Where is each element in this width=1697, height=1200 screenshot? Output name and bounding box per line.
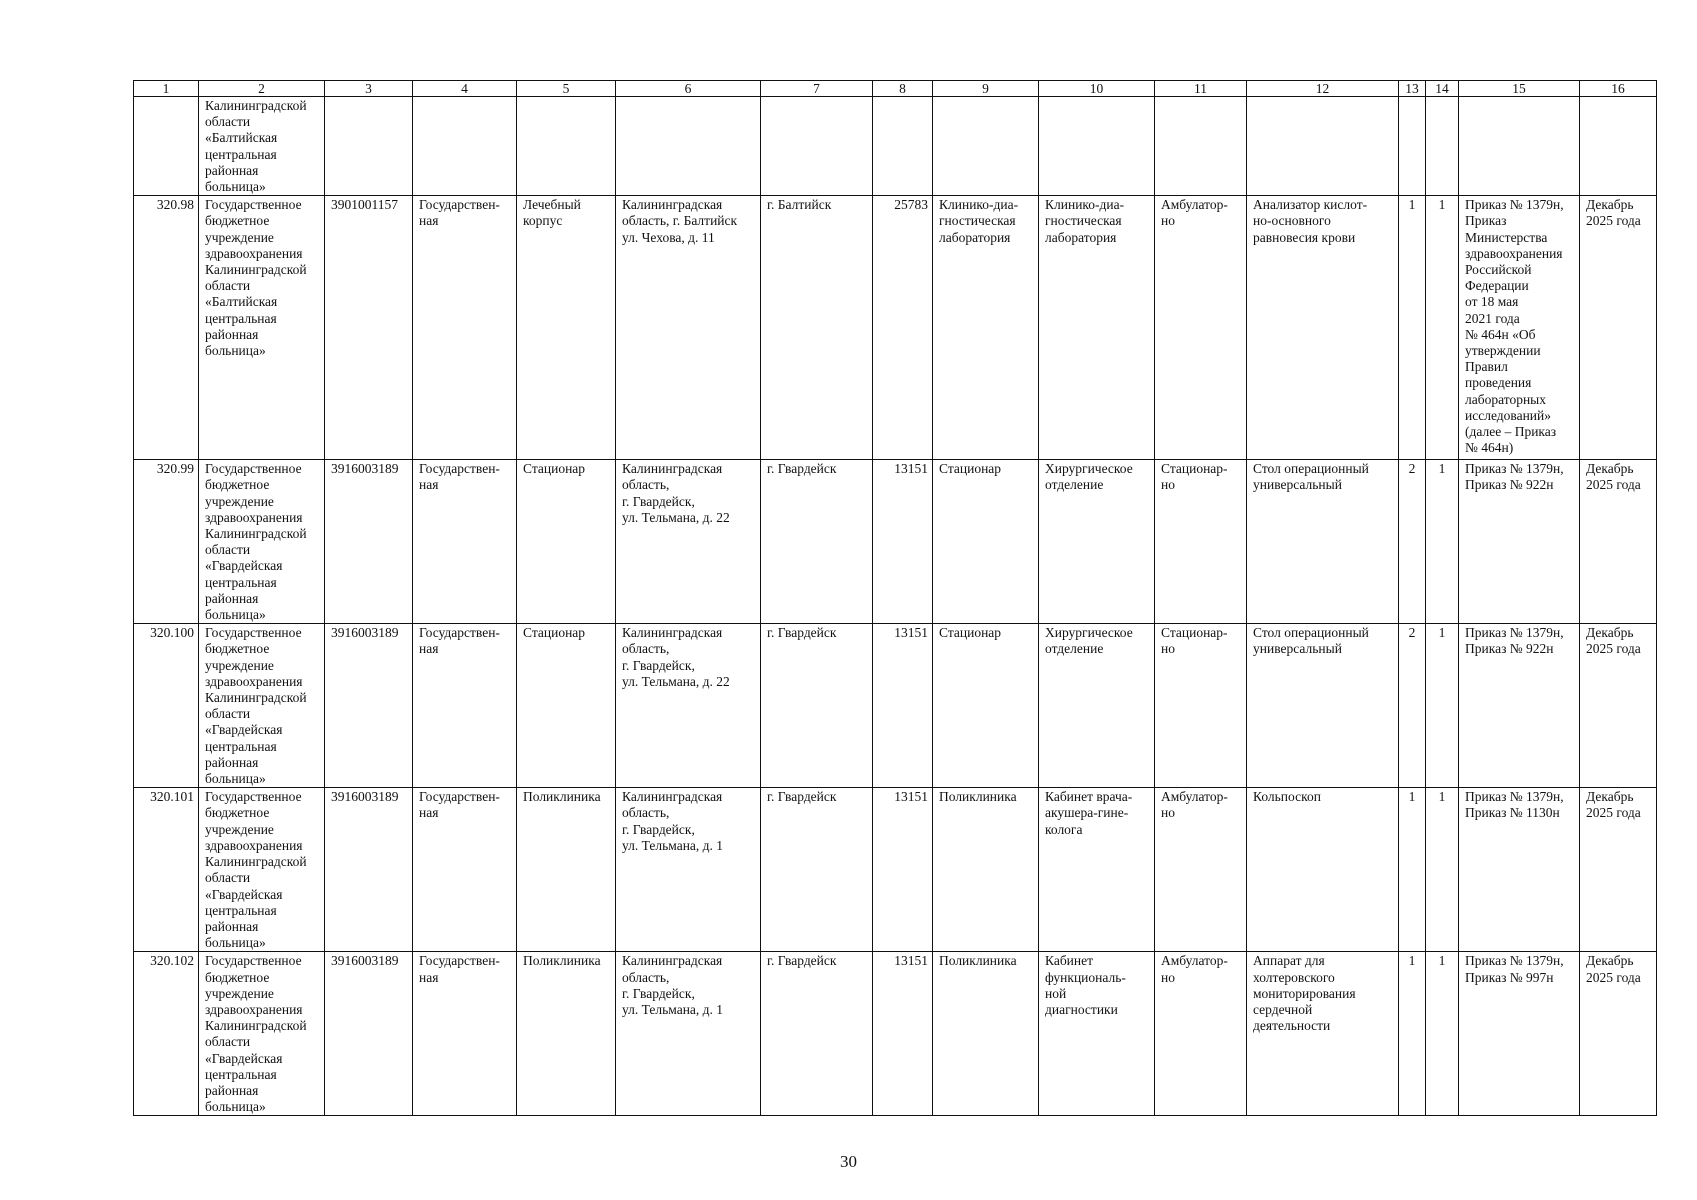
- cell-text-line: больница»: [205, 935, 266, 951]
- cell-text-line: Калининградской: [205, 262, 307, 278]
- cell-text-line: гностическая: [939, 213, 1016, 229]
- count-cell: 1: [1426, 952, 1459, 1116]
- cell-text-line: Кабинет врача-: [1045, 789, 1133, 805]
- cell-text-line: Калининградская: [622, 197, 723, 213]
- building-cell: [517, 196, 616, 460]
- cell-text-line: Приказ № 1379н,: [1465, 625, 1564, 641]
- inn-cell: 3916003189: [325, 788, 413, 952]
- column-number-row: [134, 81, 1657, 97]
- care-conditions-cell: [1155, 97, 1247, 196]
- cell-text-line: Приказ № 1130н: [1465, 805, 1560, 821]
- cell-text-line: корпус: [523, 213, 563, 229]
- cell-text-line: функциональ-: [1045, 969, 1126, 985]
- cell-text-line: г. Гвардейск,: [622, 985, 695, 1001]
- cell-text-line: отделение: [1045, 641, 1104, 657]
- column-header: 8: [873, 81, 933, 97]
- cell-text-line: Кольпоскоп: [1253, 789, 1321, 805]
- code-cell: [873, 97, 933, 196]
- cell-text-line: акушера-гине-: [1045, 805, 1129, 821]
- cell-text-line: Амбулатор-: [1161, 197, 1228, 213]
- cell-text-line: здравоохранения: [205, 837, 303, 853]
- department-cell: [1039, 97, 1155, 196]
- page-number: 30: [840, 1152, 857, 1171]
- code-cell: 13151: [873, 460, 933, 624]
- cell-text-line: лаборатория: [939, 229, 1011, 245]
- quantity-cell: [1399, 97, 1426, 196]
- organization-name-cell: [199, 196, 325, 460]
- address-cell: [616, 196, 761, 460]
- organization-name-cell: [199, 952, 325, 1116]
- cell-text-line: Приказ: [1465, 213, 1507, 229]
- cell-text-line: больница»: [205, 1099, 266, 1115]
- cell-text-line: Стационар: [523, 461, 586, 477]
- address-cell: [616, 952, 761, 1116]
- locality-cell: г. Гвардейск: [761, 460, 873, 624]
- subdivision-cell: [933, 624, 1039, 788]
- care-conditions-cell: [1155, 460, 1247, 624]
- cell-text-line: Декабрь: [1586, 197, 1634, 213]
- locality-cell: [761, 97, 873, 196]
- cell-text-line: Хирургическое: [1045, 461, 1133, 477]
- deadline-cell: [1580, 624, 1657, 788]
- cell-text-line: ной: [1045, 985, 1067, 1001]
- care-conditions-cell: [1155, 196, 1247, 460]
- table-row: [134, 97, 1657, 196]
- column-header: 2: [199, 81, 325, 97]
- subdivision-cell: [933, 460, 1039, 624]
- row-number-cell: 320.98: [134, 196, 199, 460]
- cell-text-line: но: [1161, 641, 1175, 657]
- registry-table: [133, 80, 1657, 1116]
- table-row: [134, 196, 1657, 460]
- cell-text-line: ул. Тельмана, д. 1: [622, 837, 724, 853]
- cell-text-line: учреждение: [205, 493, 274, 509]
- care-conditions-cell: [1155, 788, 1247, 952]
- cell-text-line: учреждение: [205, 821, 274, 837]
- cell-text-line: но-основного: [1253, 213, 1331, 229]
- code-cell: 13151: [873, 788, 933, 952]
- cell-text-line: г. Гвардейск,: [622, 493, 695, 509]
- ownership-form-cell: [413, 460, 517, 624]
- cell-text-line: но: [1161, 477, 1175, 493]
- cell-text-line: Поликлиника: [939, 953, 1017, 969]
- cell-text-line: исследований»: [1465, 407, 1551, 423]
- department-cell: [1039, 788, 1155, 952]
- cell-text-line: «Гвардейская: [205, 886, 283, 902]
- order-reference-cell: [1459, 624, 1580, 788]
- cell-text-line: универсальный: [1253, 477, 1342, 493]
- cell-text-line: области: [205, 114, 251, 130]
- column-header: 5: [517, 81, 616, 97]
- cell-text-line: районная: [205, 326, 259, 342]
- address-cell: [616, 97, 761, 196]
- ownership-form-cell: [413, 952, 517, 1116]
- quantity-cell: 1: [1399, 788, 1426, 952]
- cell-text-line: учреждение: [205, 985, 274, 1001]
- cell-text-line: Федерации: [1465, 278, 1529, 294]
- cell-text-line: Калининградская: [622, 789, 723, 805]
- cell-text-line: Декабрь: [1586, 953, 1634, 969]
- ownership-form-cell: [413, 624, 517, 788]
- cell-text-line: колога: [1045, 821, 1083, 837]
- building-cell: [517, 97, 616, 196]
- cell-text-line: Декабрь: [1586, 789, 1634, 805]
- cell-text-line: сердечной: [1253, 1001, 1313, 1017]
- cell-text-line: проведения: [1465, 375, 1532, 391]
- cell-text-line: Стационар: [939, 461, 1002, 477]
- column-header: 13: [1399, 81, 1426, 97]
- equipment-cell: [1247, 788, 1399, 952]
- locality-cell: г. Гвардейск: [761, 952, 873, 1116]
- column-header: 15: [1459, 81, 1580, 97]
- cell-text-line: г. Гвардейск,: [622, 657, 695, 673]
- cell-text-line: области: [205, 870, 251, 886]
- cell-text-line: (далее – Приказ: [1465, 424, 1557, 440]
- deadline-cell: [1580, 97, 1657, 196]
- row-number-cell: [134, 97, 199, 196]
- subdivision-cell: [933, 788, 1039, 952]
- row-number-cell: 320.102: [134, 952, 199, 1116]
- cell-text-line: Государственное: [205, 953, 302, 969]
- cell-text-line: области: [205, 1034, 251, 1050]
- column-header: 4: [413, 81, 517, 97]
- cell-text-line: но: [1161, 805, 1175, 821]
- department-cell: [1039, 460, 1155, 624]
- building-cell: [517, 460, 616, 624]
- cell-text-line: больница»: [205, 179, 266, 195]
- cell-text-line: больница»: [205, 771, 266, 787]
- cell-text-line: здравоохранения: [205, 1001, 303, 1017]
- cell-text-line: «Гвардейская: [205, 1050, 283, 1066]
- cell-text-line: равновесия крови: [1253, 229, 1356, 245]
- column-header: 9: [933, 81, 1039, 97]
- equipment-cell: [1247, 196, 1399, 460]
- cell-text-line: здравоохранения: [1465, 245, 1563, 261]
- row-number-cell: 320.99: [134, 460, 199, 624]
- cell-text-line: Приказ № 922н: [1465, 641, 1554, 657]
- cell-text-line: ная: [419, 641, 439, 657]
- equipment-cell: [1247, 624, 1399, 788]
- cell-text-line: «Гвардейская: [205, 722, 283, 738]
- cell-text-line: Государствен-: [419, 953, 500, 969]
- cell-text-line: ул. Тельмана, д. 1: [622, 1001, 724, 1017]
- cell-text-line: центральная: [205, 1066, 277, 1082]
- cell-text-line: Приказ № 1379н,: [1465, 197, 1564, 213]
- cell-text-line: область,: [622, 477, 670, 493]
- cell-text-line: Калининградской: [205, 1018, 307, 1034]
- cell-text-line: Клинико-диа-: [1045, 197, 1125, 213]
- cell-text-line: Хирургическое: [1045, 625, 1133, 641]
- cell-text-line: Поликлиника: [523, 789, 601, 805]
- cell-text-line: бюджетное: [205, 641, 270, 657]
- cell-text-line: Калининградской: [205, 98, 307, 113]
- cell-text-line: Приказ № 997н: [1465, 969, 1554, 985]
- cell-text-line: отделение: [1045, 477, 1104, 493]
- cell-text-line: лабораторных: [1465, 391, 1547, 407]
- cell-text-line: ул. Тельмана, д. 22: [622, 509, 730, 525]
- cell-text-line: бюджетное: [205, 213, 270, 229]
- cell-text-line: центральная: [205, 146, 277, 162]
- cell-text-line: центральная: [205, 574, 277, 590]
- cell-text-line: «Балтийская: [205, 294, 278, 310]
- cell-text-line: Стационар-: [1161, 461, 1228, 477]
- quantity-cell: 1: [1399, 196, 1426, 460]
- column-header: 6: [616, 81, 761, 97]
- cell-text-line: область,: [622, 969, 670, 985]
- cell-text-line: от 18 мая: [1465, 294, 1519, 310]
- cell-text-line: больница»: [205, 607, 266, 623]
- cell-text-line: бюджетное: [205, 969, 270, 985]
- code-cell: 13151: [873, 624, 933, 788]
- cell-text-line: районная: [205, 754, 259, 770]
- cell-text-line: Правил: [1465, 359, 1508, 375]
- cell-text-line: г. Гвардейск,: [622, 821, 695, 837]
- cell-text-line: утверждении: [1465, 343, 1541, 359]
- inn-cell: 3901001157: [325, 196, 413, 460]
- address-cell: [616, 624, 761, 788]
- row-number-cell: 320.101: [134, 788, 199, 952]
- cell-text-line: Калининградская: [622, 461, 723, 477]
- building-cell: [517, 952, 616, 1116]
- cell-text-line: Приказ № 1379н,: [1465, 461, 1564, 477]
- building-cell: [517, 788, 616, 952]
- cell-text-line: Приказ № 1379н,: [1465, 953, 1564, 969]
- cell-text-line: мониторирования: [1253, 985, 1356, 1001]
- cell-text-line: № 464н «Об: [1465, 326, 1536, 342]
- cell-text-line: Стационар: [939, 625, 1002, 641]
- deadline-cell: [1580, 460, 1657, 624]
- cell-text-line: Калининградской: [205, 690, 307, 706]
- cell-text-line: районная: [205, 590, 259, 606]
- column-header: 14: [1426, 81, 1459, 97]
- care-conditions-cell: [1155, 624, 1247, 788]
- cell-text-line: ная: [419, 213, 439, 229]
- cell-text-line: Государствен-: [419, 461, 500, 477]
- inn-cell: 3916003189: [325, 460, 413, 624]
- cell-text-line: деятельности: [1253, 1018, 1331, 1034]
- cell-text-line: область, г. Балтийск: [622, 213, 738, 229]
- organization-name-cell: [199, 460, 325, 624]
- code-cell: 13151: [873, 952, 933, 1116]
- cell-text-line: Калининградской: [205, 526, 307, 542]
- cell-text-line: Поликлиника: [939, 789, 1017, 805]
- cell-text-line: Стационар-: [1161, 625, 1228, 641]
- cell-text-line: Амбулатор-: [1161, 953, 1228, 969]
- column-header: 7: [761, 81, 873, 97]
- count-cell: 1: [1426, 460, 1459, 624]
- cell-text-line: области: [205, 542, 251, 558]
- cell-text-line: 2025 года: [1586, 213, 1641, 229]
- cell-text-line: 2021 года: [1465, 310, 1520, 326]
- locality-cell: г. Гвардейск: [761, 788, 873, 952]
- cell-text-line: Министерства: [1465, 229, 1548, 245]
- care-conditions-cell: [1155, 952, 1247, 1116]
- cell-text-line: бюджетное: [205, 805, 270, 821]
- cell-text-line: Декабрь: [1586, 461, 1634, 477]
- cell-text-line: но: [1161, 969, 1175, 985]
- column-header: 12: [1247, 81, 1399, 97]
- quantity-cell: 1: [1399, 952, 1426, 1116]
- cell-text-line: лаборатория: [1045, 229, 1117, 245]
- cell-text-line: здравоохранения: [205, 673, 303, 689]
- department-cell: [1039, 624, 1155, 788]
- table-body: [134, 97, 1657, 1116]
- subdivision-cell: [933, 97, 1039, 196]
- cell-text-line: центральная: [205, 738, 277, 754]
- cell-text-line: диагностики: [1045, 1001, 1118, 1017]
- inn-cell: 3916003189: [325, 952, 413, 1116]
- count-cell: 1: [1426, 624, 1459, 788]
- cell-text-line: Стол операционный: [1253, 461, 1369, 477]
- organization-name-cell: [199, 97, 325, 196]
- table-row: [134, 624, 1657, 788]
- subdivision-cell: [933, 196, 1039, 460]
- cell-text-line: здравоохранения: [205, 245, 303, 261]
- cell-text-line: районная: [205, 918, 259, 934]
- cell-text-line: области: [205, 278, 251, 294]
- cell-text-line: Государственное: [205, 625, 302, 641]
- cell-text-line: Калининградской: [205, 854, 307, 870]
- subdivision-cell: [933, 952, 1039, 1116]
- cell-text-line: Лечебный: [523, 197, 581, 213]
- cell-text-line: область,: [622, 641, 670, 657]
- cell-text-line: Приказ № 1379н,: [1465, 789, 1564, 805]
- cell-text-line: Государственное: [205, 461, 302, 477]
- address-cell: [616, 460, 761, 624]
- cell-text-line: Кабинет: [1045, 953, 1094, 969]
- code-cell: 25783: [873, 196, 933, 460]
- cell-text-line: «Балтийская: [205, 130, 278, 146]
- organization-name-cell: [199, 624, 325, 788]
- cell-text-line: 2025 года: [1586, 477, 1641, 493]
- cell-text-line: учреждение: [205, 229, 274, 245]
- cell-text-line: Стол операционный: [1253, 625, 1369, 641]
- cell-text-line: центральная: [205, 310, 277, 326]
- cell-text-line: Государствен-: [419, 197, 500, 213]
- equipment-cell: [1247, 952, 1399, 1116]
- cell-text-line: бюджетное: [205, 477, 270, 493]
- cell-text-line: гностическая: [1045, 213, 1122, 229]
- cell-text-line: ул. Чехова, д. 11: [622, 229, 715, 245]
- locality-cell: г. Балтийск: [761, 196, 873, 460]
- cell-text-line: Стационар: [523, 625, 586, 641]
- cell-text-line: Государственное: [205, 197, 302, 213]
- column-header: 10: [1039, 81, 1155, 97]
- cell-text-line: ул. Тельмана, д. 22: [622, 673, 730, 689]
- column-header: 16: [1580, 81, 1657, 97]
- cell-text-line: Государственное: [205, 789, 302, 805]
- cell-text-line: ная: [419, 477, 439, 493]
- cell-text-line: центральная: [205, 902, 277, 918]
- cell-text-line: ная: [419, 805, 439, 821]
- quantity-cell: 2: [1399, 624, 1426, 788]
- cell-text-line: Приказ № 922н: [1465, 477, 1554, 493]
- column-header: 11: [1155, 81, 1247, 97]
- equipment-cell: [1247, 97, 1399, 196]
- inn-cell: [325, 97, 413, 196]
- organization-name-cell: [199, 788, 325, 952]
- table-row: [134, 788, 1657, 952]
- equipment-cell: [1247, 460, 1399, 624]
- order-reference-cell: [1459, 788, 1580, 952]
- ownership-form-cell: [413, 788, 517, 952]
- count-cell: 1: [1426, 196, 1459, 460]
- quantity-cell: 2: [1399, 460, 1426, 624]
- cell-text-line: больница»: [205, 343, 266, 359]
- order-reference-cell: [1459, 196, 1580, 460]
- order-reference-cell: [1459, 460, 1580, 624]
- cell-text-line: Клинико-диа-: [939, 197, 1019, 213]
- cell-text-line: Государствен-: [419, 625, 500, 641]
- cell-text-line: Анализатор кислот-: [1253, 197, 1368, 213]
- cell-text-line: ная: [419, 969, 439, 985]
- cell-text-line: здравоохранения: [205, 509, 303, 525]
- cell-text-line: Поликлиника: [523, 953, 601, 969]
- cell-text-line: районная: [205, 1082, 259, 1098]
- deadline-cell: [1580, 196, 1657, 460]
- deadline-cell: [1580, 952, 1657, 1116]
- cell-text-line: Государствен-: [419, 789, 500, 805]
- department-cell: [1039, 952, 1155, 1116]
- cell-text-line: Амбулатор-: [1161, 789, 1228, 805]
- cell-text-line: область,: [622, 805, 670, 821]
- count-cell: 1: [1426, 788, 1459, 952]
- cell-text-line: Калининградская: [622, 625, 723, 641]
- cell-text-line: области: [205, 706, 251, 722]
- table-row: [134, 460, 1657, 624]
- cell-text-line: холтеровского: [1253, 969, 1335, 985]
- cell-text-line: учреждение: [205, 657, 274, 673]
- column-header: 1: [134, 81, 199, 97]
- deadline-cell: [1580, 788, 1657, 952]
- building-cell: [517, 624, 616, 788]
- cell-text-line: «Гвардейская: [205, 558, 283, 574]
- cell-text-line: № 464н): [1465, 440, 1514, 456]
- count-cell: [1426, 97, 1459, 196]
- cell-text-line: Аппарат для: [1253, 953, 1325, 969]
- cell-text-line: 2025 года: [1586, 969, 1641, 985]
- cell-text-line: Декабрь: [1586, 625, 1634, 641]
- column-header: 3: [325, 81, 413, 97]
- ownership-form-cell: [413, 97, 517, 196]
- row-number-cell: 320.100: [134, 624, 199, 788]
- cell-text-line: 2025 года: [1586, 641, 1641, 657]
- cell-text-line: но: [1161, 213, 1175, 229]
- inn-cell: 3916003189: [325, 624, 413, 788]
- cell-text-line: Российской: [1465, 262, 1532, 278]
- order-reference-cell: [1459, 97, 1580, 196]
- ownership-form-cell: [413, 196, 517, 460]
- cell-text-line: универсальный: [1253, 641, 1342, 657]
- department-cell: [1039, 196, 1155, 460]
- cell-text-line: 2025 года: [1586, 805, 1641, 821]
- address-cell: [616, 788, 761, 952]
- cell-text-line: Калининградская: [622, 953, 723, 969]
- locality-cell: г. Гвардейск: [761, 624, 873, 788]
- table-row: [134, 952, 1657, 1116]
- order-reference-cell: [1459, 952, 1580, 1116]
- cell-text-line: районная: [205, 162, 259, 178]
